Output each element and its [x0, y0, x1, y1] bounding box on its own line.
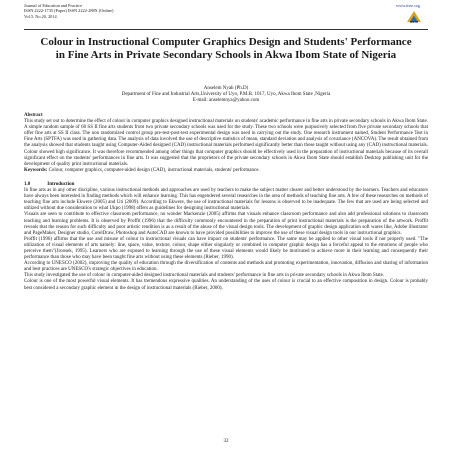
journal-name: Journal of Education and Practice	[24, 3, 82, 8]
author-email: E-mail: anselemnya@yahoo.com	[192, 98, 260, 104]
page-number: 32	[223, 439, 229, 444]
intro-paragraph: Colour is one of the most powerful visual elements. It has tremendous expressive qualities. An understanding of the uses of colour is crucial to an effective composition in design. Colour is probably best considered a secondary graphic element in the design of instructional materials (Rieber, 2000).	[24, 279, 428, 291]
author-name: Anselem Nyah (Ph.D)	[203, 86, 249, 91]
intro-paragraph: Proffit (1996) affirms that the use and misuse of colour in instructional visuals can have impact on students' performance. The same may be applied to other visual tools if not properly used. "The utilization of visual elements of arts namely: line, space, value, texture, colour, shape either singularly or combined in computer graphic design has a forceful appeal to the emotions of people who perceive them"(Jroosek, 1995). Learners who are exposed to learning through the use of these visual elements would likely be motivated to achieve more in their learning and consequently their performance than those who may have been taught fine arts without using these elements (Rieber, 1990).	[24, 236, 428, 261]
iiste-logo-icon	[406, 10, 422, 23]
keywords-label: Keywords:	[24, 167, 48, 173]
author-affiliation: Department of Fine and Industrial Arts,University of Uyo, P.M.B. 1017, Uyo, Akwa Ibom State ,Nigeria	[121, 92, 331, 98]
svg-text:IISTE: IISTE	[409, 19, 419, 23]
abstract-heading: Abstract	[24, 113, 43, 118]
journal-url-link[interactable]: www.iiste.org	[396, 3, 420, 8]
paper-title: Colour in Instructional Computer Graphics Design and Students' Performance in Fine Arts in Private Secondary Schools in Akwa Ibom State of Nigeria	[40, 36, 412, 61]
intro-paragraph: This study investigated the use of colour in computer-aided designed instructional materials and students' performance in fine arts in private secondary schools in Akwa Ibom State.	[24, 273, 385, 279]
author-block	[24, 86, 428, 105]
journal-volume: Vol.5, No.20, 2014	[24, 13, 57, 19]
paper-body	[24, 108, 428, 292]
journal-header	[24, 3, 428, 27]
journal-issn: ISSN 2222-1735 (Paper) ISSN 2222-288X (Online)	[24, 8, 114, 14]
keywords-text: Colour, computer graphics, computer-aided design (CAD), instructional materials, students' performance.	[48, 167, 260, 173]
abstract-text: This study set out to determine the effect of colour in computer graphics designed instructional materials on students' academic performance in fine arts in private secondary schools in Akwa Ibom State. A simple random sample of 60 SS II fine arts students from two private secondary schools was used for the study. These two schools were purposively selected from five private secondary schools that offer fine arts at SS II class. The non randomized control group pre-test-post-test experimental design was used in carrying out the study. One research instrument named, Student Performance Test in Fine Arts (SPTFA) was used in gathering data. The analysis of data involved the use of descriptive statistics of mean, standard deviation and analysis of covariance (ANCOVA). The result obtained from the analysis showed that students taught using Computer-Aided designed (CAD) instructional materials performed significantly better than those taught without using any (CAD) instructional materials. Colour showed high significance. It was therefore recommended among other things that computer graphics should be effectively used in the preparation of instructional materials because of its overall significant effect on the students' performances in fine arts. It was suggested that the proprietors of the private secondary schools in Akwa Ibom State should establish Desktop publishing unit for the development of quality print instructional materials.	[24, 119, 428, 167]
intro-paragraph: In fine arts as in any other discipline, various instructional methods and approaches are used by teachers to make the subject matter clearer and better understood by the learners. Teachers and educators have always been interested in finding methods which will enhance learning. This has engendered several researches in the area of methods of teaching fine arts. A few of these researches on methods of teaching fine arts include Ekwere (2005) and Uti (2009). According to Ekwere, the use of instructional materials for lessons is observed to be inadequate. The few that are used are being selected and utilized without due consideration to what Ukpo (1998) offers as guidelines for designing instructional materials.	[24, 188, 428, 212]
intro-paragraph: According to UNESCO (2002), improving the quality of education through the diversification of contents and methods and promoting experimentation, innovation, diffusion and sharing of information and best practices are UNESCO's strategic objectives in education.	[24, 261, 428, 273]
header-divider	[24, 29, 428, 30]
intro-paragraph: Visuals are seen to contribute to effective classroom performance, no wonder Mackenzie (2005) affirms that visuals enhance classroom performance and also add professional solutions to classroom teaching and learning problems. It is observed by Proffit (1996) that the difficulty commonly encountered in the preparation of print instructional materials is the preparation of the artwork. Proffit reveals that the reason for such difficulty and poor artistic rendition is as a result of the abuse of the visual design tools. The development of graphic design application soft wares like, Adobe illustrator and PageMaker, Designer studio, CorelDraw, Photoshop and AutoCAD are known to have provided possibilities to improve the use of these visual design tools in our instructional graphics.	[24, 212, 428, 236]
intro-title: Introduction	[47, 181, 75, 187]
intro-number: 1.0	[24, 181, 31, 187]
